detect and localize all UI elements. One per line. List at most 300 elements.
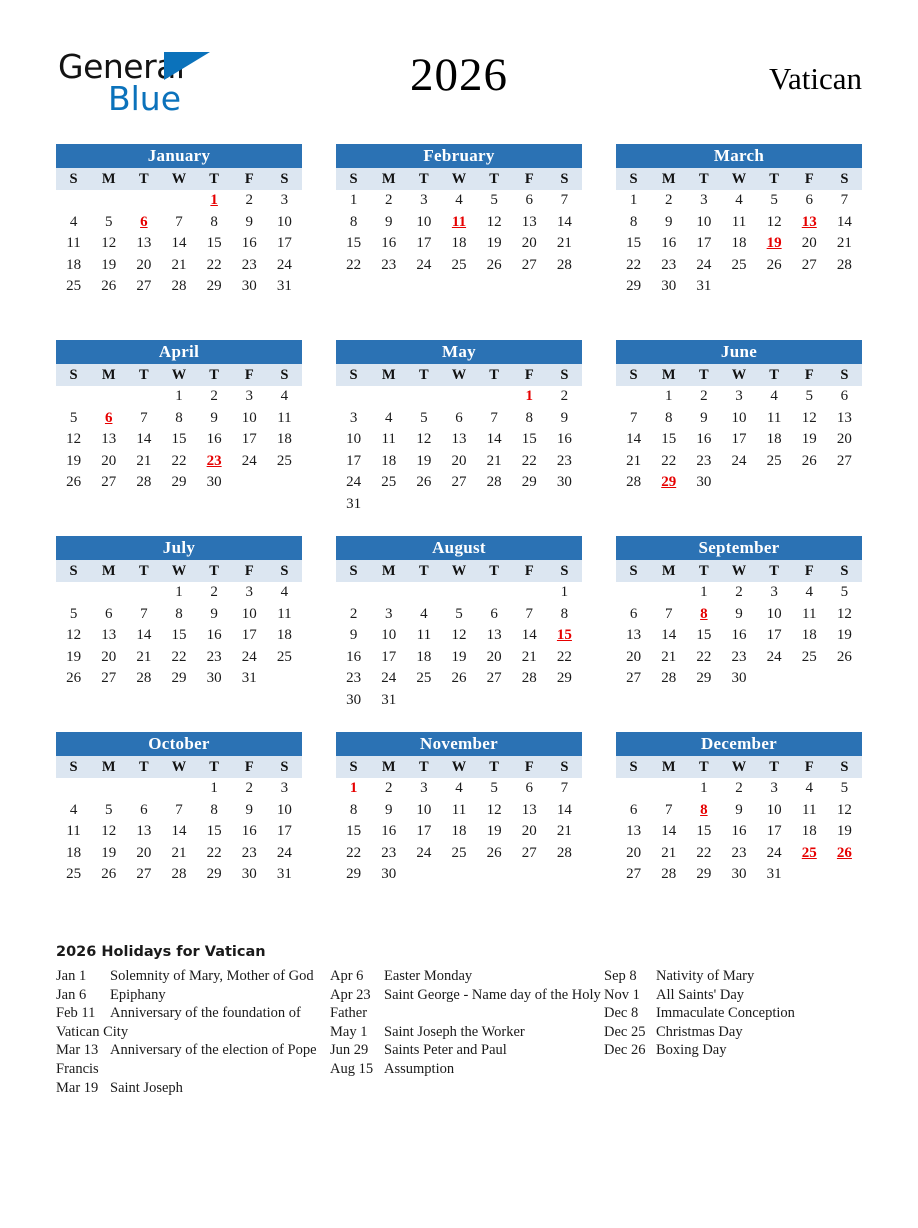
day-cell[interactable]: 27 — [126, 276, 161, 298]
day-cell[interactable]: 31 — [686, 276, 721, 298]
day-cell[interactable]: 20 — [792, 233, 827, 255]
day-cell[interactable]: 16 — [651, 233, 686, 255]
day-cell[interactable]: 5 — [441, 604, 476, 626]
day-cell-holiday[interactable]: 19 — [757, 233, 792, 255]
day-cell[interactable]: 31 — [267, 864, 302, 886]
day-cell[interactable]: 25 — [757, 451, 792, 473]
day-cell[interactable]: 23 — [721, 843, 756, 865]
day-cell[interactable]: 8 — [197, 212, 232, 234]
day-cell[interactable]: 4 — [267, 386, 302, 408]
day-cell[interactable]: 12 — [477, 800, 512, 822]
day-cell[interactable]: 5 — [757, 190, 792, 212]
day-cell[interactable]: 12 — [827, 604, 862, 626]
day-cell[interactable]: 14 — [827, 212, 862, 234]
day-cell[interactable]: 3 — [267, 778, 302, 800]
day-cell[interactable]: 2 — [197, 386, 232, 408]
day-cell[interactable]: 20 — [91, 451, 126, 473]
day-cell[interactable]: 19 — [792, 429, 827, 451]
day-cell[interactable]: 1 — [336, 190, 371, 212]
day-cell[interactable]: 10 — [757, 800, 792, 822]
day-cell-holiday[interactable]: 1 — [512, 386, 547, 408]
day-cell[interactable]: 23 — [371, 255, 406, 277]
day-cell[interactable]: 11 — [792, 800, 827, 822]
day-cell[interactable]: 11 — [441, 800, 476, 822]
day-cell[interactable]: 31 — [371, 690, 406, 712]
day-cell[interactable]: 22 — [547, 647, 582, 669]
day-cell[interactable]: 12 — [792, 408, 827, 430]
day-cell[interactable]: 20 — [512, 821, 547, 843]
day-cell[interactable]: 2 — [371, 778, 406, 800]
day-cell[interactable]: 3 — [406, 190, 441, 212]
day-cell[interactable]: 12 — [91, 233, 126, 255]
day-cell[interactable]: 10 — [267, 212, 302, 234]
day-cell[interactable]: 22 — [686, 647, 721, 669]
day-cell[interactable]: 14 — [512, 625, 547, 647]
day-cell[interactable]: 9 — [686, 408, 721, 430]
day-cell[interactable]: 31 — [232, 668, 267, 690]
day-cell[interactable]: 30 — [197, 472, 232, 494]
day-cell[interactable]: 8 — [161, 408, 196, 430]
day-cell[interactable]: 10 — [267, 800, 302, 822]
day-cell[interactable]: 21 — [126, 647, 161, 669]
day-cell[interactable]: 25 — [441, 255, 476, 277]
day-cell[interactable]: 19 — [91, 843, 126, 865]
day-cell[interactable]: 4 — [792, 582, 827, 604]
day-cell[interactable]: 13 — [441, 429, 476, 451]
day-cell[interactable]: 7 — [161, 800, 196, 822]
day-cell[interactable]: 13 — [512, 212, 547, 234]
day-cell[interactable]: 14 — [651, 625, 686, 647]
day-cell[interactable]: 18 — [56, 843, 91, 865]
day-cell[interactable]: 18 — [56, 255, 91, 277]
day-cell[interactable]: 22 — [336, 255, 371, 277]
day-cell[interactable]: 29 — [197, 864, 232, 886]
day-cell[interactable]: 16 — [547, 429, 582, 451]
day-cell[interactable]: 15 — [197, 233, 232, 255]
day-cell-holiday[interactable]: 13 — [792, 212, 827, 234]
day-cell[interactable]: 12 — [56, 429, 91, 451]
day-cell[interactable]: 11 — [406, 625, 441, 647]
day-cell[interactable]: 11 — [267, 408, 302, 430]
day-cell[interactable]: 3 — [406, 778, 441, 800]
day-cell[interactable]: 27 — [827, 451, 862, 473]
day-cell[interactable]: 15 — [336, 233, 371, 255]
day-cell[interactable]: 18 — [267, 625, 302, 647]
day-cell[interactable]: 26 — [477, 843, 512, 865]
day-cell[interactable]: 30 — [232, 864, 267, 886]
day-cell-holiday[interactable]: 23 — [197, 451, 232, 473]
day-cell[interactable]: 25 — [792, 647, 827, 669]
day-cell[interactable]: 7 — [126, 408, 161, 430]
day-cell[interactable]: 8 — [197, 800, 232, 822]
day-cell[interactable]: 16 — [686, 429, 721, 451]
day-cell[interactable]: 6 — [616, 604, 651, 626]
day-cell[interactable]: 5 — [56, 604, 91, 626]
day-cell[interactable]: 21 — [161, 255, 196, 277]
day-cell[interactable]: 25 — [56, 276, 91, 298]
day-cell[interactable]: 17 — [406, 821, 441, 843]
day-cell[interactable]: 4 — [56, 800, 91, 822]
day-cell[interactable]: 25 — [56, 864, 91, 886]
day-cell[interactable]: 28 — [827, 255, 862, 277]
day-cell[interactable]: 26 — [56, 472, 91, 494]
day-cell[interactable]: 8 — [512, 408, 547, 430]
day-cell[interactable]: 7 — [547, 190, 582, 212]
day-cell[interactable]: 17 — [232, 429, 267, 451]
day-cell[interactable]: 19 — [406, 451, 441, 473]
day-cell[interactable]: 17 — [267, 821, 302, 843]
day-cell-holiday[interactable]: 6 — [126, 212, 161, 234]
day-cell[interactable]: 28 — [161, 276, 196, 298]
day-cell[interactable]: 18 — [371, 451, 406, 473]
day-cell[interactable]: 14 — [616, 429, 651, 451]
day-cell[interactable]: 23 — [547, 451, 582, 473]
day-cell[interactable]: 18 — [406, 647, 441, 669]
day-cell[interactable]: 13 — [827, 408, 862, 430]
day-cell[interactable]: 1 — [161, 582, 196, 604]
day-cell[interactable]: 6 — [512, 778, 547, 800]
day-cell[interactable]: 21 — [161, 843, 196, 865]
day-cell[interactable]: 9 — [197, 604, 232, 626]
day-cell[interactable]: 11 — [757, 408, 792, 430]
day-cell[interactable]: 5 — [56, 408, 91, 430]
day-cell[interactable]: 7 — [651, 604, 686, 626]
day-cell[interactable]: 11 — [56, 821, 91, 843]
day-cell[interactable]: 4 — [56, 212, 91, 234]
day-cell[interactable]: 13 — [91, 625, 126, 647]
day-cell[interactable]: 10 — [686, 212, 721, 234]
day-cell[interactable]: 23 — [197, 647, 232, 669]
day-cell[interactable]: 21 — [477, 451, 512, 473]
day-cell[interactable]: 20 — [512, 233, 547, 255]
day-cell[interactable]: 9 — [721, 604, 756, 626]
day-cell[interactable]: 24 — [371, 668, 406, 690]
day-cell[interactable]: 19 — [477, 233, 512, 255]
day-cell[interactable]: 30 — [721, 864, 756, 886]
day-cell[interactable]: 20 — [477, 647, 512, 669]
day-cell[interactable]: 15 — [686, 821, 721, 843]
day-cell[interactable]: 31 — [757, 864, 792, 886]
day-cell[interactable]: 22 — [197, 843, 232, 865]
day-cell[interactable]: 7 — [477, 408, 512, 430]
day-cell[interactable]: 16 — [232, 821, 267, 843]
day-cell[interactable]: 4 — [441, 190, 476, 212]
day-cell[interactable]: 12 — [441, 625, 476, 647]
day-cell[interactable]: 21 — [827, 233, 862, 255]
day-cell[interactable]: 27 — [441, 472, 476, 494]
day-cell[interactable]: 16 — [336, 647, 371, 669]
day-cell[interactable]: 3 — [371, 604, 406, 626]
day-cell[interactable]: 5 — [792, 386, 827, 408]
day-cell[interactable]: 30 — [651, 276, 686, 298]
day-cell-holiday[interactable]: 11 — [441, 212, 476, 234]
day-cell[interactable]: 1 — [686, 582, 721, 604]
day-cell[interactable]: 11 — [267, 604, 302, 626]
day-cell[interactable]: 22 — [161, 647, 196, 669]
day-cell[interactable]: 30 — [547, 472, 582, 494]
day-cell-holiday[interactable]: 8 — [686, 800, 721, 822]
day-cell[interactable]: 26 — [441, 668, 476, 690]
day-cell[interactable]: 31 — [267, 276, 302, 298]
day-cell[interactable]: 2 — [232, 190, 267, 212]
day-cell[interactable]: 22 — [336, 843, 371, 865]
day-cell[interactable]: 26 — [406, 472, 441, 494]
day-cell[interactable]: 6 — [512, 190, 547, 212]
day-cell[interactable]: 10 — [406, 212, 441, 234]
day-cell[interactable]: 23 — [232, 843, 267, 865]
day-cell[interactable]: 7 — [651, 800, 686, 822]
day-cell[interactable]: 23 — [336, 668, 371, 690]
day-cell[interactable]: 24 — [267, 255, 302, 277]
day-cell[interactable]: 28 — [651, 864, 686, 886]
day-cell[interactable]: 2 — [197, 582, 232, 604]
day-cell[interactable]: 24 — [686, 255, 721, 277]
day-cell[interactable]: 4 — [721, 190, 756, 212]
day-cell[interactable]: 24 — [406, 255, 441, 277]
day-cell[interactable]: 31 — [336, 494, 371, 516]
day-cell[interactable]: 12 — [91, 821, 126, 843]
day-cell[interactable]: 7 — [512, 604, 547, 626]
day-cell[interactable]: 6 — [91, 604, 126, 626]
day-cell[interactable]: 22 — [197, 255, 232, 277]
day-cell[interactable]: 13 — [616, 625, 651, 647]
day-cell[interactable]: 26 — [56, 668, 91, 690]
day-cell[interactable]: 8 — [336, 800, 371, 822]
day-cell[interactable]: 17 — [371, 647, 406, 669]
day-cell[interactable]: 11 — [371, 429, 406, 451]
day-cell[interactable]: 2 — [721, 582, 756, 604]
day-cell-holiday[interactable]: 29 — [651, 472, 686, 494]
day-cell[interactable]: 18 — [441, 821, 476, 843]
day-cell[interactable]: 29 — [686, 668, 721, 690]
day-cell[interactable]: 6 — [616, 800, 651, 822]
day-cell[interactable]: 16 — [721, 821, 756, 843]
day-cell[interactable]: 22 — [616, 255, 651, 277]
day-cell[interactable]: 30 — [232, 276, 267, 298]
day-cell[interactable]: 21 — [512, 647, 547, 669]
day-cell[interactable]: 20 — [91, 647, 126, 669]
day-cell[interactable]: 7 — [827, 190, 862, 212]
day-cell[interactable]: 16 — [197, 429, 232, 451]
day-cell[interactable]: 21 — [651, 647, 686, 669]
day-cell[interactable]: 4 — [441, 778, 476, 800]
day-cell[interactable]: 2 — [371, 190, 406, 212]
day-cell-holiday[interactable]: 1 — [336, 778, 371, 800]
day-cell[interactable]: 18 — [721, 233, 756, 255]
day-cell[interactable]: 14 — [126, 625, 161, 647]
day-cell[interactable]: 30 — [371, 864, 406, 886]
day-cell[interactable]: 21 — [547, 821, 582, 843]
day-cell[interactable]: 26 — [91, 864, 126, 886]
day-cell[interactable]: 26 — [757, 255, 792, 277]
day-cell[interactable]: 17 — [336, 451, 371, 473]
day-cell[interactable]: 9 — [371, 212, 406, 234]
day-cell[interactable]: 24 — [232, 451, 267, 473]
day-cell[interactable]: 20 — [126, 843, 161, 865]
day-cell[interactable]: 21 — [547, 233, 582, 255]
day-cell[interactable]: 6 — [792, 190, 827, 212]
day-cell[interactable]: 20 — [441, 451, 476, 473]
day-cell[interactable]: 9 — [232, 800, 267, 822]
day-cell[interactable]: 25 — [441, 843, 476, 865]
day-cell[interactable]: 9 — [547, 408, 582, 430]
day-cell[interactable]: 10 — [336, 429, 371, 451]
day-cell[interactable]: 26 — [91, 276, 126, 298]
day-cell[interactable]: 8 — [161, 604, 196, 626]
day-cell[interactable]: 14 — [161, 233, 196, 255]
day-cell[interactable]: 28 — [651, 668, 686, 690]
day-cell[interactable]: 15 — [161, 429, 196, 451]
day-cell[interactable]: 6 — [126, 800, 161, 822]
day-cell[interactable]: 15 — [616, 233, 651, 255]
day-cell[interactable]: 4 — [371, 408, 406, 430]
day-cell[interactable]: 2 — [547, 386, 582, 408]
day-cell[interactable]: 2 — [651, 190, 686, 212]
day-cell[interactable]: 14 — [651, 821, 686, 843]
day-cell[interactable]: 3 — [757, 582, 792, 604]
day-cell[interactable]: 16 — [197, 625, 232, 647]
day-cell[interactable]: 17 — [406, 233, 441, 255]
day-cell[interactable]: 12 — [56, 625, 91, 647]
day-cell[interactable]: 10 — [757, 604, 792, 626]
day-cell[interactable]: 10 — [232, 604, 267, 626]
day-cell[interactable]: 2 — [686, 386, 721, 408]
day-cell[interactable]: 29 — [161, 472, 196, 494]
day-cell[interactable]: 5 — [827, 778, 862, 800]
day-cell[interactable]: 30 — [197, 668, 232, 690]
day-cell[interactable]: 25 — [267, 647, 302, 669]
day-cell[interactable]: 10 — [371, 625, 406, 647]
day-cell[interactable]: 28 — [547, 255, 582, 277]
day-cell[interactable]: 15 — [161, 625, 196, 647]
day-cell[interactable]: 23 — [232, 255, 267, 277]
day-cell[interactable]: 17 — [721, 429, 756, 451]
day-cell[interactable]: 26 — [827, 647, 862, 669]
day-cell[interactable]: 16 — [371, 821, 406, 843]
day-cell[interactable]: 7 — [126, 604, 161, 626]
day-cell[interactable]: 1 — [161, 386, 196, 408]
day-cell[interactable]: 7 — [161, 212, 196, 234]
day-cell[interactable]: 18 — [792, 625, 827, 647]
day-cell[interactable]: 19 — [827, 821, 862, 843]
day-cell[interactable]: 24 — [721, 451, 756, 473]
day-cell[interactable]: 27 — [616, 864, 651, 886]
day-cell[interactable]: 15 — [512, 429, 547, 451]
day-cell[interactable]: 3 — [267, 190, 302, 212]
day-cell[interactable]: 8 — [616, 212, 651, 234]
day-cell[interactable]: 24 — [757, 647, 792, 669]
day-cell[interactable]: 4 — [757, 386, 792, 408]
day-cell[interactable]: 17 — [757, 821, 792, 843]
day-cell[interactable]: 25 — [267, 451, 302, 473]
day-cell[interactable]: 19 — [441, 647, 476, 669]
day-cell[interactable]: 3 — [721, 386, 756, 408]
day-cell[interactable]: 13 — [477, 625, 512, 647]
day-cell[interactable]: 13 — [126, 821, 161, 843]
day-cell[interactable]: 29 — [616, 276, 651, 298]
day-cell[interactable]: 15 — [686, 625, 721, 647]
day-cell[interactable]: 25 — [371, 472, 406, 494]
day-cell[interactable]: 10 — [721, 408, 756, 430]
day-cell[interactable]: 17 — [686, 233, 721, 255]
day-cell[interactable]: 9 — [232, 212, 267, 234]
day-cell[interactable]: 21 — [126, 451, 161, 473]
day-cell[interactable]: 11 — [721, 212, 756, 234]
day-cell[interactable]: 26 — [477, 255, 512, 277]
day-cell[interactable]: 24 — [757, 843, 792, 865]
day-cell[interactable]: 14 — [547, 212, 582, 234]
day-cell[interactable]: 28 — [126, 668, 161, 690]
day-cell[interactable]: 19 — [56, 451, 91, 473]
day-cell[interactable]: 23 — [686, 451, 721, 473]
day-cell[interactable]: 6 — [827, 386, 862, 408]
day-cell[interactable]: 17 — [757, 625, 792, 647]
day-cell[interactable]: 12 — [406, 429, 441, 451]
day-cell[interactable]: 8 — [547, 604, 582, 626]
day-cell[interactable]: 6 — [477, 604, 512, 626]
day-cell[interactable]: 24 — [267, 843, 302, 865]
day-cell[interactable]: 20 — [827, 429, 862, 451]
day-cell[interactable]: 20 — [616, 843, 651, 865]
day-cell[interactable]: 19 — [827, 625, 862, 647]
day-cell[interactable]: 27 — [512, 255, 547, 277]
day-cell[interactable]: 14 — [477, 429, 512, 451]
day-cell[interactable]: 16 — [232, 233, 267, 255]
day-cell[interactable]: 14 — [126, 429, 161, 451]
day-cell[interactable]: 30 — [721, 668, 756, 690]
day-cell[interactable]: 24 — [232, 647, 267, 669]
day-cell[interactable]: 28 — [126, 472, 161, 494]
day-cell[interactable]: 19 — [477, 821, 512, 843]
day-cell[interactable]: 28 — [616, 472, 651, 494]
day-cell[interactable]: 7 — [547, 778, 582, 800]
day-cell[interactable]: 9 — [197, 408, 232, 430]
day-cell[interactable]: 3 — [232, 582, 267, 604]
day-cell[interactable]: 6 — [441, 408, 476, 430]
day-cell[interactable]: 27 — [477, 668, 512, 690]
day-cell[interactable]: 20 — [616, 647, 651, 669]
day-cell[interactable]: 7 — [616, 408, 651, 430]
day-cell[interactable]: 16 — [721, 625, 756, 647]
day-cell-holiday[interactable]: 15 — [547, 625, 582, 647]
day-cell[interactable]: 23 — [651, 255, 686, 277]
day-cell[interactable]: 5 — [477, 190, 512, 212]
day-cell[interactable]: 20 — [126, 255, 161, 277]
day-cell[interactable]: 15 — [197, 821, 232, 843]
day-cell[interactable]: 22 — [161, 451, 196, 473]
day-cell[interactable]: 12 — [477, 212, 512, 234]
day-cell[interactable]: 4 — [267, 582, 302, 604]
day-cell[interactable]: 2 — [336, 604, 371, 626]
day-cell[interactable]: 2 — [232, 778, 267, 800]
day-cell[interactable]: 18 — [792, 821, 827, 843]
day-cell[interactable]: 30 — [686, 472, 721, 494]
day-cell[interactable]: 28 — [161, 864, 196, 886]
day-cell[interactable]: 29 — [336, 864, 371, 886]
day-cell[interactable]: 22 — [512, 451, 547, 473]
day-cell[interactable]: 29 — [512, 472, 547, 494]
day-cell[interactable]: 30 — [336, 690, 371, 712]
day-cell[interactable]: 3 — [686, 190, 721, 212]
day-cell[interactable]: 5 — [477, 778, 512, 800]
day-cell[interactable]: 25 — [721, 255, 756, 277]
day-cell[interactable]: 23 — [721, 647, 756, 669]
day-cell[interactable]: 19 — [56, 647, 91, 669]
day-cell[interactable]: 16 — [371, 233, 406, 255]
day-cell-holiday[interactable]: 26 — [827, 843, 862, 865]
day-cell[interactable]: 13 — [126, 233, 161, 255]
day-cell[interactable]: 1 — [686, 778, 721, 800]
